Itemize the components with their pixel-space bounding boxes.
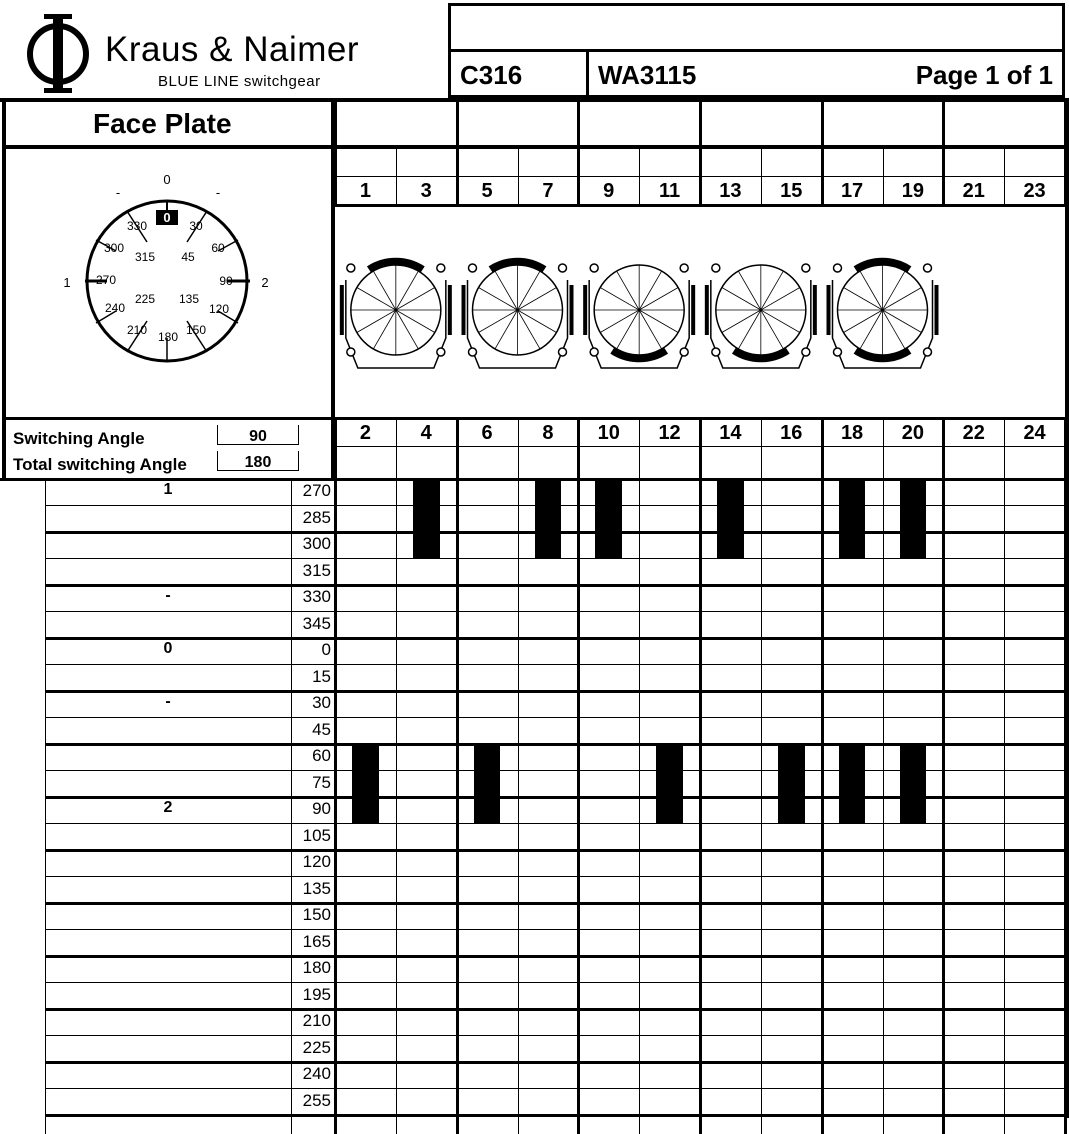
angle-value: 300 xyxy=(302,534,331,553)
dial-outer-label: 1 xyxy=(63,275,71,290)
page-label: Page 1 of 1 xyxy=(915,60,1053,90)
dial-label: 225 xyxy=(134,292,156,306)
dial-label: 30 xyxy=(189,219,203,233)
contact-closed-bar xyxy=(778,743,805,823)
row-divider xyxy=(45,1008,1065,1011)
diagram-code: WA3115 xyxy=(598,60,697,90)
dial-label: 120 xyxy=(208,302,230,316)
angle-value: 255 xyxy=(302,1090,331,1110)
row-divider xyxy=(45,611,1065,612)
angle-value: 285 xyxy=(302,507,331,527)
total-angle-label: Total switching Angle xyxy=(13,455,187,474)
total-angle-value: 180 xyxy=(217,451,299,471)
switching-angle-value: 90 xyxy=(217,425,299,445)
position-label: 2 xyxy=(163,799,173,816)
angle-value: 150 xyxy=(302,905,331,924)
contact-closed-bar xyxy=(352,743,379,823)
angle-value: 45 xyxy=(312,719,331,739)
terminal-top: 17 xyxy=(840,180,864,202)
angle-value: 15 xyxy=(312,666,331,686)
column-divider xyxy=(396,478,397,1134)
contact-closed-bar xyxy=(839,743,866,823)
angle-value: 270 xyxy=(302,481,331,500)
angle-value: 75 xyxy=(312,772,331,792)
row-divider xyxy=(45,1061,1065,1064)
angle-value: 210 xyxy=(302,1011,331,1030)
dial-outer-label: - xyxy=(215,185,221,200)
angle-value: 120 xyxy=(302,852,331,871)
contact-closed-bar xyxy=(535,478,562,558)
position-label: - xyxy=(165,693,171,710)
brand-name: Kraus & Naimer xyxy=(105,30,360,69)
column-divider xyxy=(577,478,580,1134)
angle-value: 225 xyxy=(302,1037,331,1057)
column-divider xyxy=(334,478,337,1134)
terminal-bottom: 20 xyxy=(901,422,925,444)
row-divider xyxy=(45,558,1065,559)
terminal-bottom: 12 xyxy=(658,422,681,444)
terminal-bottom: 24 xyxy=(1023,422,1046,444)
angle-value: 240 xyxy=(302,1064,331,1083)
column-divider xyxy=(639,478,640,1134)
angle-value: 60 xyxy=(312,746,331,765)
terminal-top: 5 xyxy=(481,180,493,202)
terminal-bottom: 10 xyxy=(597,422,620,444)
row-divider xyxy=(45,664,1065,665)
row-divider xyxy=(45,982,1065,983)
dial-label: 210 xyxy=(126,323,148,337)
angle-value: 0 xyxy=(321,640,331,659)
contact-closed-bar xyxy=(413,478,440,558)
row-divider xyxy=(45,876,1065,877)
terminal-top: 3 xyxy=(420,180,432,202)
terminal-top: 23 xyxy=(1023,180,1046,202)
terminal-bottom: 4 xyxy=(420,422,432,444)
row-divider xyxy=(45,902,1065,905)
terminal-bottom: 22 xyxy=(962,422,985,444)
angle-value: 135 xyxy=(302,878,331,898)
terminal-bottom: 6 xyxy=(481,422,493,444)
angle-value: 105 xyxy=(302,825,331,845)
column-divider xyxy=(942,478,945,1134)
terminal-bottom: 18 xyxy=(840,422,864,444)
angle-value: 180 xyxy=(302,958,331,977)
row-divider xyxy=(45,1088,1065,1089)
dial-label: 300 xyxy=(103,241,125,255)
contact-closed-bar xyxy=(474,743,501,823)
angle-value: 30 xyxy=(312,693,331,712)
column-divider xyxy=(883,478,884,1134)
contact-closed-bar xyxy=(900,743,927,823)
dial-label: 180 xyxy=(157,330,179,344)
column-divider xyxy=(699,478,702,1134)
switching-angle-label: Switching Angle xyxy=(13,429,145,448)
row-divider xyxy=(45,849,1065,852)
position-label: 0 xyxy=(163,640,173,657)
angle-value: 165 xyxy=(302,931,331,951)
contact-closed-bar xyxy=(900,478,927,558)
dial-outer-label: 0 xyxy=(163,172,171,187)
dial-label: 90 xyxy=(219,274,233,288)
dial-label: 150 xyxy=(185,323,207,337)
terminal-top: 1 xyxy=(359,180,371,202)
terminal-top: 13 xyxy=(719,180,742,202)
column-divider xyxy=(1004,478,1005,1134)
dial-label: 45 xyxy=(181,250,195,264)
face-plate-title: Face Plate xyxy=(93,108,232,139)
angle-value: 315 xyxy=(302,560,331,580)
row-divider xyxy=(45,929,1065,930)
dial-label: 135 xyxy=(178,292,200,306)
terminal-bottom: 2 xyxy=(359,422,371,444)
terminal-top: 15 xyxy=(780,180,803,202)
dial-label: 315 xyxy=(134,250,156,264)
contact-closed-bar xyxy=(656,743,683,823)
dial-label: 60 xyxy=(211,241,225,255)
row-divider xyxy=(45,717,1065,718)
row-divider xyxy=(45,1035,1065,1036)
row-divider xyxy=(45,1114,1065,1117)
dial-label: 270 xyxy=(95,273,117,287)
dial-outer-label: 2 xyxy=(261,275,269,290)
column-divider xyxy=(456,478,459,1134)
contact-closed-bar xyxy=(717,478,744,558)
column-divider xyxy=(1064,478,1067,1134)
contact-closed-bar xyxy=(595,478,622,558)
position-label: - xyxy=(165,587,171,604)
terminal-top: 9 xyxy=(603,180,615,202)
angle-value: 195 xyxy=(302,984,331,1004)
terminal-top: 7 xyxy=(542,180,554,202)
angle-value: 90 xyxy=(312,799,331,818)
brand-tagline: BLUE LINE switchgear xyxy=(158,73,321,90)
row-divider xyxy=(45,955,1065,958)
product-code: C316 xyxy=(460,60,523,90)
terminal-top: 19 xyxy=(901,180,925,202)
contact-closed-bar xyxy=(839,478,866,558)
terminal-bottom: 16 xyxy=(780,422,803,444)
column-divider xyxy=(518,478,519,1134)
terminal-top: 21 xyxy=(962,180,985,202)
position-label: 1 xyxy=(163,481,173,498)
terminal-bottom: 14 xyxy=(719,422,742,444)
angle-value: 330 xyxy=(302,587,331,606)
dial-label: 240 xyxy=(104,301,126,315)
dial-label: 0 xyxy=(163,210,171,225)
column-divider xyxy=(761,478,762,1134)
dial-label: 330 xyxy=(126,219,148,233)
terminal-bottom: 8 xyxy=(542,422,554,444)
dial-outer-label: - xyxy=(115,185,121,200)
row-divider xyxy=(45,823,1065,824)
angle-value: 345 xyxy=(302,613,331,633)
terminal-top: 11 xyxy=(658,180,681,202)
column-divider xyxy=(821,478,824,1134)
